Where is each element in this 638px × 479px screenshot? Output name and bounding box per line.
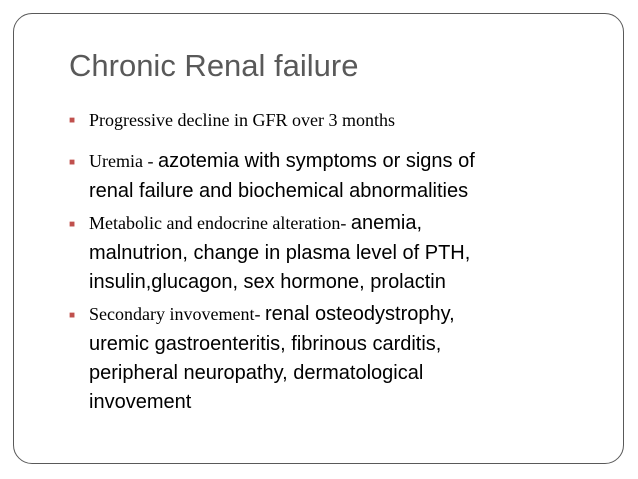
bullet-text-line: peripheral neuropathy, dermatological: [89, 362, 424, 384]
bullet-text-line: azotemia with symptoms or signs of: [157, 150, 475, 172]
bullet-text-line: renal osteodystrophy,: [264, 303, 455, 325]
bullet-text-line: anemia,: [350, 212, 423, 234]
bullet-metabolic-endocrine: [69, 209, 609, 297]
slide-title: Chronic Renal failure: [69, 48, 359, 83]
bullet-text-line: invovement: [89, 391, 192, 413]
bullet-term: Metabolic and endocrine alteration-: [89, 213, 351, 233]
bullet-text-line: malnutrion, change in plasma level of PTH,: [89, 242, 471, 264]
square-bullet-icon: ■: [69, 115, 76, 126]
bullet-term: Secondary invovement-: [89, 304, 265, 324]
bullet-term: Uremia -: [89, 151, 158, 171]
square-bullet-icon: ■: [69, 219, 76, 230]
bullet-uremia: [69, 147, 609, 206]
bullet-secondary-involvement: [69, 300, 609, 417]
square-bullet-icon: ■: [69, 157, 76, 168]
bullet-gfr-decline: [69, 108, 609, 132]
bullet-term: Progressive decline in GFR over 3 months: [89, 110, 395, 130]
bullet-text-line: renal failure and biochemical abnormalities: [89, 180, 469, 202]
bullet-text-line: insulin,glucagon, sex hormone, prolactin: [89, 271, 446, 293]
bullet-list: [69, 108, 609, 417]
bullet-text-line: uremic gastroenteritis, fibrinous carditis,: [89, 333, 442, 355]
square-bullet-icon: ■: [69, 310, 76, 321]
